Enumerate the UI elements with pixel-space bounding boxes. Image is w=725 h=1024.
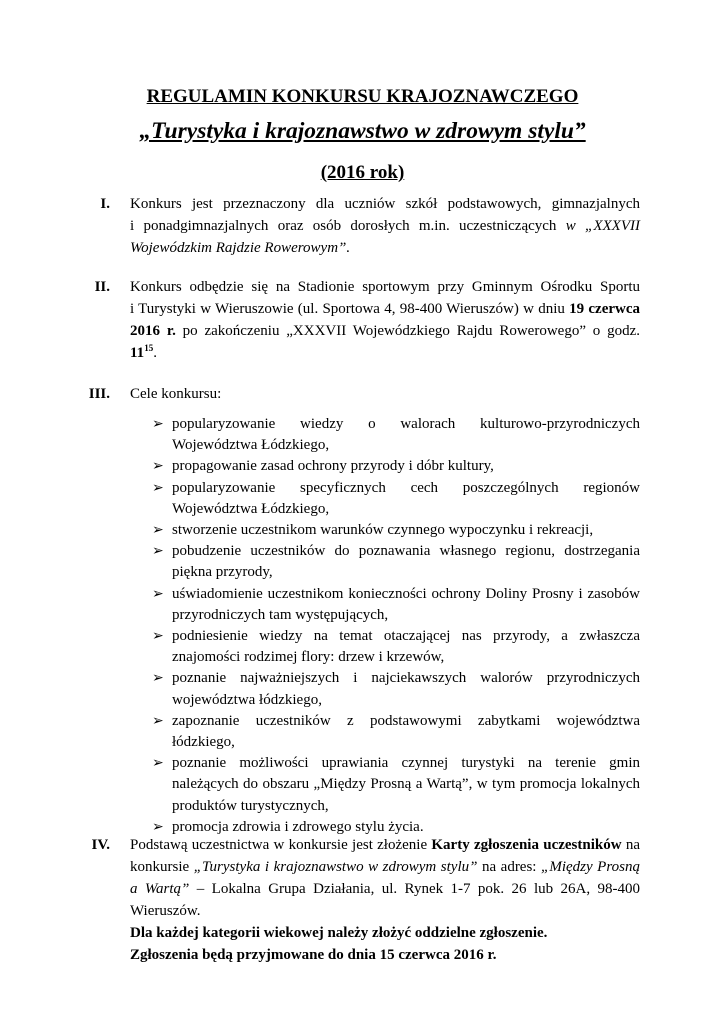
text: . <box>153 345 157 361</box>
arrow-bullet-icon: ➢ <box>152 458 164 475</box>
section-1-line: Konkurs jest przeznaczony dla uczniów szkół podstawowych, gimnazjalnych <box>130 196 640 212</box>
arrow-bullet-icon: ➢ <box>152 543 164 560</box>
section-3-heading: Cele konkursu: <box>130 386 222 402</box>
list-item-text: propagowanie zasad ochrony przyrody i dóbr kultury, <box>172 458 494 475</box>
list-item <box>152 626 640 668</box>
text: i Turystyki w Wieruszowie (ul. Sportowa 4, 98-400 Wieruszów) w dniu <box>130 301 570 317</box>
rally-name: w „XXXVII <box>565 218 640 234</box>
list-item <box>152 584 640 626</box>
text: Podstawą uczestnictwa w konkursie jest złożenie <box>130 837 432 853</box>
section-4-deadline: Zgłoszenia będą przyjmowane do dnia 15 czerwca 2016 r. <box>130 947 497 963</box>
list-item-text: popularyzowanie specyficznych cech poszczególnych regionów Województwa Łódzkiego, <box>172 479 640 517</box>
list-item-text: popularyzowanie wiedzy o walorach kulturowo-przyrodniczych Województwa Łódzkiego, <box>172 416 640 454</box>
list-item <box>152 711 640 753</box>
arrow-bullet-icon: ➢ <box>152 585 164 602</box>
section-2-line: Konkurs odbędzie się na Stadionie sportowym przy Gminnym Ośrodku Sportu <box>130 279 640 295</box>
arrow-bullet-icon: ➢ <box>152 712 164 729</box>
section-number: III. <box>88 386 110 402</box>
text: i ponadgimnazjalnych oraz osób dorosłych m.in. uczestniczących <box>130 218 566 234</box>
list-item <box>152 541 640 583</box>
list-item-text: promocja zdrowia i zdrowego stylu życia. <box>172 818 424 835</box>
arrow-bullet-icon: ➢ <box>152 479 164 496</box>
contest-name-inline: „Turystyka i krajoznawstwo w zdrowym stylu” <box>193 859 478 875</box>
event-date: 19 czerwca <box>569 301 640 317</box>
section-2 <box>130 276 640 364</box>
event-hour: 11 <box>130 345 145 361</box>
list-item-text: pobudzenie uczestników do poznawania własnego regionu, dostrzegania piękna przyrody, <box>172 543 640 581</box>
section-4 <box>130 834 640 966</box>
arrow-bullet-icon: ➢ <box>152 818 164 835</box>
arrow-bullet-icon: ➢ <box>152 755 164 772</box>
arrow-bullet-icon: ➢ <box>152 416 164 432</box>
arrow-bullet-icon: ➢ <box>152 628 164 645</box>
contest-name: „Turystyka i krajoznawstwo w zdrowym stylu” <box>139 118 586 144</box>
list-item-text: stworzenie uczestnikom warunków czynnego wypoczynku i rekreacji, <box>172 522 594 539</box>
list-item <box>152 520 640 541</box>
section-2-line <box>130 298 640 320</box>
list-item <box>152 478 640 520</box>
text: na adres: <box>477 859 541 875</box>
document-title: REGULAMIN KONKURSU KRAJOZNAWCZEGO <box>146 86 579 107</box>
arrow-bullet-icon: ➢ <box>152 670 164 687</box>
list-item-text: uświadomienie uczestnikom konieczności ochrony Doliny Prosny i zasobów przyrodniczych tam występujących, <box>172 585 640 623</box>
list-item <box>152 753 640 817</box>
list-item-text: poznanie najważniejszych i najciekawszych walorów przyrodniczych województwa łódzkiego, <box>172 670 640 708</box>
section-1 <box>130 193 640 259</box>
section-4-note: Dla każdej kategorii wiekowej należy złożyć oddzielne zgłoszenie. <box>130 925 548 941</box>
section-number: II. <box>94 279 110 295</box>
organization-name: „Między Prosną a Wartą” <box>130 859 640 897</box>
list-item-text: podniesienie wiedzy na temat otaczającej nas przyrody, a zwłaszcza znajomości rodzimej flory: drzew i krzewów, <box>172 628 640 666</box>
text: na konkursie <box>130 837 640 875</box>
list-item <box>152 456 640 477</box>
contest-year: (2016 rok) <box>320 162 405 183</box>
event-minutes: 15 <box>144 343 154 353</box>
list-item <box>152 668 640 710</box>
arrow-bullet-icon: ➢ <box>152 522 164 539</box>
event-year: 2016 r. <box>130 323 176 339</box>
list-item-text: poznanie możliwości uprawiania czynnej turystyki na terenie gmin należących do obszaru „Między Prosną a Wartą”, w tym promocja lokalnych produktów turystycznych, <box>172 755 640 814</box>
text: po zakończeniu „XXXVII Wojewódzkiego Rajdu Rowerowego” o godz. <box>175 323 641 339</box>
list-item <box>152 414 640 456</box>
goals-list <box>152 414 640 838</box>
section-1-line <box>130 215 640 237</box>
address-text: – Lokalna Grupa Działania, ul. Rynek 1-7 pok. 26 lub 26A, 98-400 Wieruszów. <box>130 881 640 919</box>
section-number: I. <box>100 196 110 212</box>
section-1-line: Wojewódzkim Rajdzie Rowerowym”. <box>130 240 351 256</box>
section-4-paragraph <box>130 834 640 922</box>
registration-form-name: Karty zgłoszenia uczestników <box>431 837 622 853</box>
section-2-line <box>130 320 640 364</box>
section-number: IV. <box>91 837 110 853</box>
list-item-text: zapoznanie uczestników z podstawowymi zabytkami województwa łódzkiego, <box>172 712 640 751</box>
